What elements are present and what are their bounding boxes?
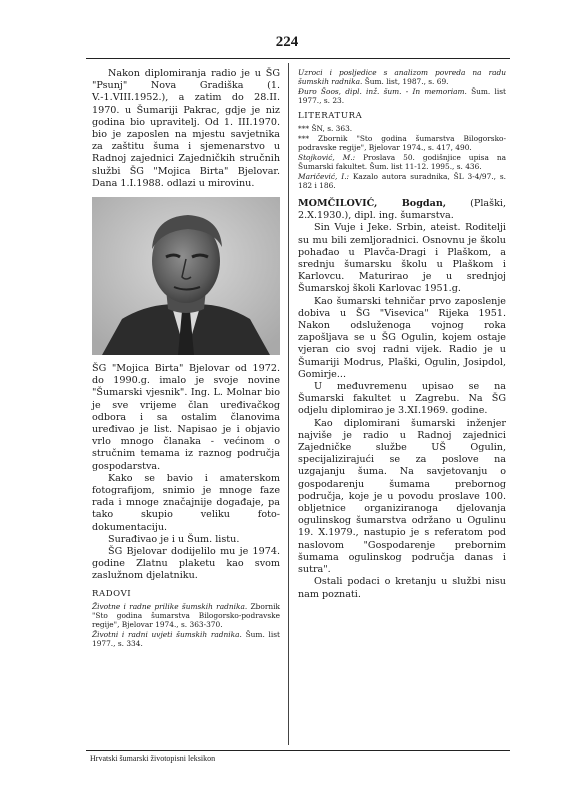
literatura-item: [298, 134, 506, 152]
literatura-author: Maričević, I.:: [298, 172, 350, 181]
literatura-heading: LITERATURA: [298, 111, 363, 121]
portrait-photo: [92, 197, 280, 355]
literatura-author: ***: [298, 124, 312, 133]
left-paragraph-5: ŠG Bjelovar dodijelilo mu je 1974. godine Zlatnu plaketu kao svom zaslužnom djelatniku.: [92, 546, 280, 582]
literatura-author: ***: [298, 134, 319, 143]
literatura-item: [298, 124, 506, 133]
left-paragraph-4: Surađivao je i u Šum. listu.: [108, 533, 240, 545]
radovi-title: Životne i radne prilike šumskih radnika.: [92, 601, 248, 611]
literatura-item: [298, 172, 506, 190]
radovi-title: Životni i radni uvjeti šumskih radnika.: [92, 629, 242, 639]
left-paragraph-2: ŠG "Mojica Birta" Bjelovar od 1972. do 1990.g. imalo je svoje novine "Šumarski vjesnik". Ing. L. Molnar bio je sve vrijeme član uređivačkog odbora i sa ostalim članovima uređivao je list. Napisao je i objavio vrlo mnogo članaka - većinom o stručnim temama iz raznog područja gospodarstva.: [92, 363, 280, 472]
literatura-detail: Zbornik "Sto godina šumarstva Bilogorsko-podravske regije", Bjelovar 1974., s. 417, 490.: [298, 134, 507, 152]
radovi-title: Đuro Šoos, dipl. inž. šum. - In memoriam.: [298, 87, 467, 96]
radovi-item: [298, 87, 506, 105]
radovi-detail: Šum. list, 1987., s. 69.: [362, 77, 449, 86]
literatura-list: [298, 124, 506, 190]
column-divider: [288, 63, 289, 745]
radovi-detail: Zbornik "Sto godina šumarstva Bilogorsko-podravske regije", Bjelovar 1974., s. 363-370.: [92, 601, 280, 629]
bottom-rule: [86, 750, 510, 751]
literatura-detail: Proslava 50. godišnjice upisa na Šumarski fakultet. Šum. list 11-12. 1995., s. 436.: [298, 153, 506, 171]
page-number: 224: [275, 34, 299, 50]
radovi-title: Uzroci i posljedice s analizom povreda na radu šumskih radnika.: [298, 68, 506, 86]
radovi-detail: Šum. list 1977., s. 23.: [298, 87, 506, 105]
radovi-item: [92, 630, 280, 648]
running-footer: Hrvatski šumarski životopisni leksikon: [90, 754, 216, 763]
literatura-author: Stojković, M.:: [298, 153, 356, 162]
top-rule: [86, 58, 510, 59]
left-paragraph-1: Nakon diplomiranja radio je u ŠG "Psunj" Nova Gradiška (1. V.-1.VIII.1952.), a zatim do 28.II. 1970. u Šumariji Pakrac, gdje je niz godina bio upravitelj. Od 1. III.1970. bio je zaposlen na mjestu savjetnika za zaštitu šuma i sjemenarstvo u Radnoj zajednici Zajedničkih stručnih službi ŠG "Mojica Birta" Bjelovar. Dana 1.I.1988. odlazi u mirovinu.: [92, 68, 280, 189]
literatura-item: [298, 153, 506, 171]
literatura-detail: Kazalo autora suradnika, ŠL 3-4/97., s. 182 i 186.: [298, 172, 506, 190]
entry-birth-info: (Plaški, 2.X.1930.), dipl. ing. šumarstva.: [298, 198, 507, 222]
literatura-detail: ŠN, s. 363.: [311, 124, 353, 133]
portrait-image: [92, 197, 280, 355]
right-paragraph-2: Kao šumarski tehničar prvo zaposlenje dobiva u ŠG "Visevica" Rijeka 1951. Nakon odsluženoga vojnog roka zapošljava se u ŠG Ogulin, kojem ostaje vjeran cio svoj radni vijek. Radio je u Šumariji Modrus, Plaški, Ogulin, Josipdol, Gomirje...: [298, 295, 506, 380]
right-column: [298, 68, 506, 601]
radovi-item: [92, 602, 280, 629]
left-paragraph-3: Kako se bavio i amaterskom fotografijom, snimio je mnoge faze rada i mnoge značajnije događaje, pa tako skupio veliku foto-dokumentaciju.: [92, 472, 280, 533]
right-paragraph-4: Kao diplomirani šumarski inženjer najviše je radio u Radnoj zajednici Zajedničke službe UŠ Ogulin, specijalizirajući se za poslove na uzgajanju šuma. Na savjetovanju o gospodarenju šumama prebornog područja, koje je u povodu proslave 100. obljetnice organiziranoga djelovanja ogulinskog šumarstva održano u Ogulinu 19. X.1979., nastupio je s referatom pod naslovom "Gospodarenje prebornim šumama ogulinskog područja danas i sutra".: [298, 417, 506, 576]
entry-name: MOMČILOVIĆ, Bogdan,: [298, 198, 447, 209]
radovi-detail: Šum. list 1977., s. 334.: [92, 629, 280, 648]
left-column: [92, 68, 280, 649]
right-paragraph-5: Ostali podaci o kretanju u službi nisu nam poznati.: [298, 576, 506, 600]
radovi-list: [92, 602, 280, 648]
right-paragraph-3: U međuvremenu upisao se na Šumarski fakultet u Zagrebu. Na ŠG odjelu diplomirao je 3.XI.1969. godine.: [298, 381, 506, 417]
radovi-item: [298, 68, 506, 86]
radovi-heading: RADOVI: [92, 588, 132, 599]
right-paragraph-1: Sin Vuje i Jeke. Srbin, ateist. Roditelji su mu bili zemljoradnici. Osnovnu je školu pohađao u Plavča-Dragi i Plaškom, a srednju šumarsku školu u Plaškom i Karlovcu. Maturirao je u srednjoj Šumarskoj školi Karlovac 1951.g.: [298, 222, 506, 295]
radovi-continued: [298, 68, 506, 105]
entry-header: [298, 198, 506, 222]
